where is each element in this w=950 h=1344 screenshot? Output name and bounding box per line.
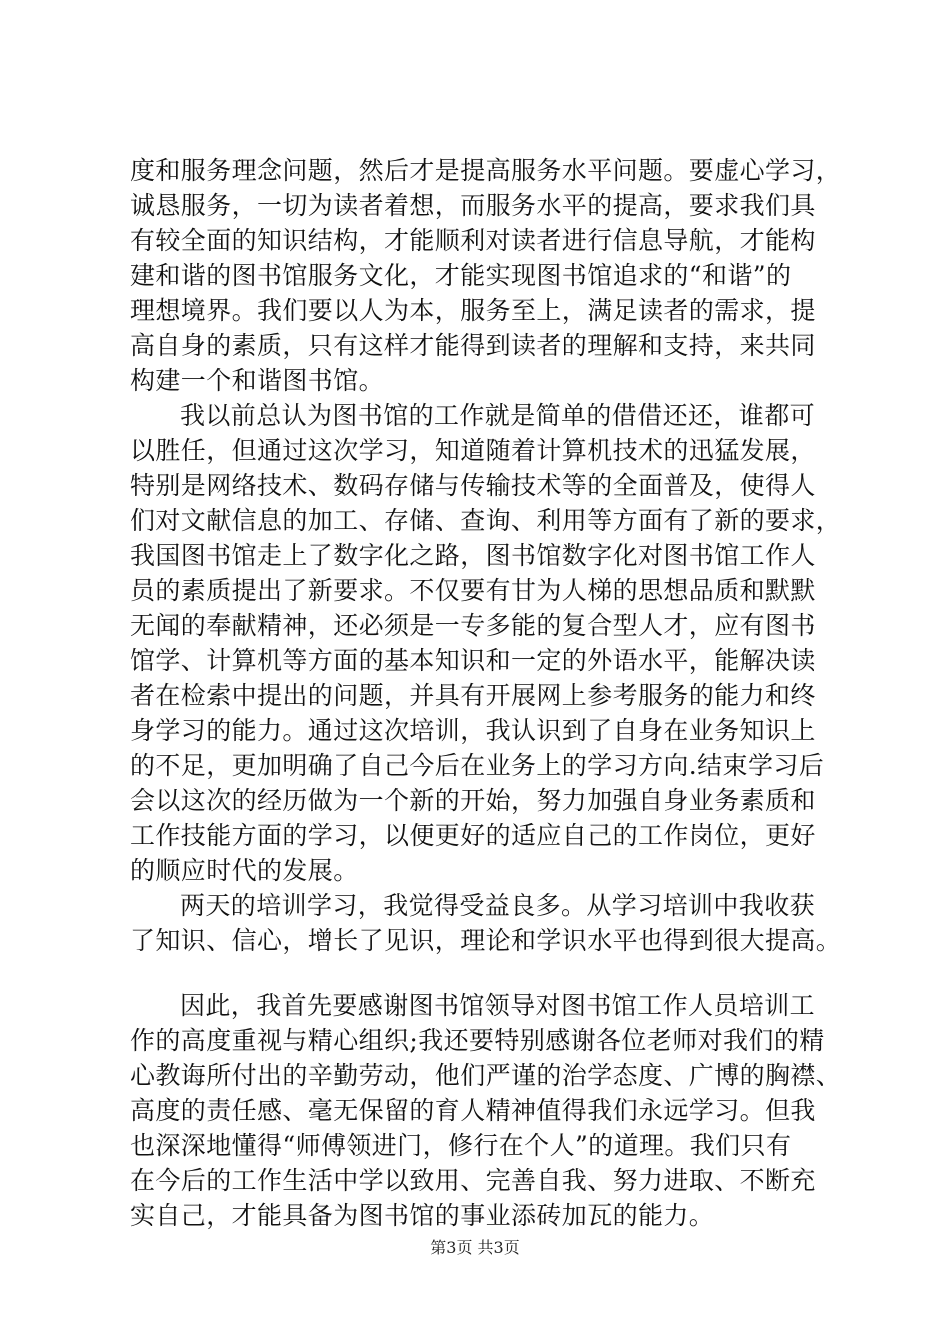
text-line: 馆学、计算机等方面的基本知识和一定的外语水平，能解决读	[130, 646, 816, 675]
text-line: 心教诲所付出的辛勤劳动，他们严谨的治学态度、广博的胸襟、	[130, 1061, 842, 1090]
text-line: 诚恳服务，一切为读者着想，而服务水平的提高，要求我们具	[130, 191, 816, 220]
text-line: 作的高度重视与精心组织;我还要特别感谢各位老师对我们的精	[130, 1026, 825, 1055]
text-line: 构建一个和谐图书馆。	[130, 366, 385, 395]
text-line: 我国图书馆走上了数字化之路，图书馆数字化对图书馆工作人	[130, 541, 816, 570]
text-line: 的不足，更加明确了自己今后在业务上的学习方向.结束学习后	[130, 751, 825, 780]
paragraph-first-line: 因此，我首先要感谢图书馆领导对图书馆工作人员培训工	[180, 991, 816, 1020]
text-line: 有较全面的知识结构，才能顺利对读者进行信息导航，才能构	[130, 226, 816, 255]
text-line: 以胜任，但通过这次学习，知道随着计算机技术的迅猛发展，	[130, 436, 816, 465]
document-body	[130, 153, 842, 1233]
paragraph-first-line: 我以前总认为图书馆的工作就是简单的借借还还，谁都可	[180, 401, 816, 430]
text-line: 者在检索中提出的问题，并具有开展网上参考服务的能力和终	[130, 681, 816, 710]
text-line: 员的素质提出了新要求。不仅要有甘为人梯的思想品质和默默	[130, 576, 816, 605]
text-line: 在今后的工作生活中学以致用、完善自我、努力进取、不断充	[130, 1166, 816, 1195]
text-line: 特别是网络技术、数码存储与传输技术等的全面普及，使得人	[130, 471, 816, 500]
paragraph-first-line: 两天的培训学习，我觉得受益良多。从学习培训中我收获	[180, 891, 816, 920]
text-line: 实自己，才能具备为图书馆的事业添砖加瓦的能力。	[130, 1201, 715, 1230]
text-line: 了知识、信心，增长了见识，理论和学识水平也得到很大提高。	[130, 926, 842, 955]
text-line: 高度的责任感、毫无保留的育人精神值得我们永远学习。但我	[130, 1096, 816, 1125]
text-line: 工作技能方面的学习，以便更好的适应自己的工作岗位，更好	[130, 821, 816, 850]
paragraph-gap	[130, 958, 830, 988]
text-line: 会以这次的经历做为一个新的开始，努力加强自身业务素质和	[130, 786, 816, 815]
text-line: 理想境界。我们要以人为本，服务至上，满足读者的需求，提	[130, 296, 816, 325]
text-line: 高自身的素质，只有这样才能得到读者的理解和支持，来共同	[130, 331, 816, 360]
text-line: 建和谐的图书馆服务文化，才能实现图书馆追求的“和谐”的	[130, 261, 792, 290]
text-line: 也深深地懂得“师傅领进门，修行在个人”的道理。我们只有	[130, 1131, 792, 1160]
text-line: 无闻的奉献精神，还必须是一专多能的复合型人才，应有图书	[130, 611, 816, 640]
text-line: 的顺应时代的发展。	[130, 856, 359, 885]
text-line: 身学习的能力。通过这次培训，我认识到了自身在业务知识上	[130, 716, 816, 745]
page-number-footer: 第3页 共3页	[430, 1238, 520, 1257]
text-line: 度和服务理念问题，然后才是提高服务水平问题。要虚心学习，	[130, 156, 842, 185]
text-line: 们对文献信息的加工、存储、查询、利用等方面有了新的要求，	[130, 506, 842, 535]
